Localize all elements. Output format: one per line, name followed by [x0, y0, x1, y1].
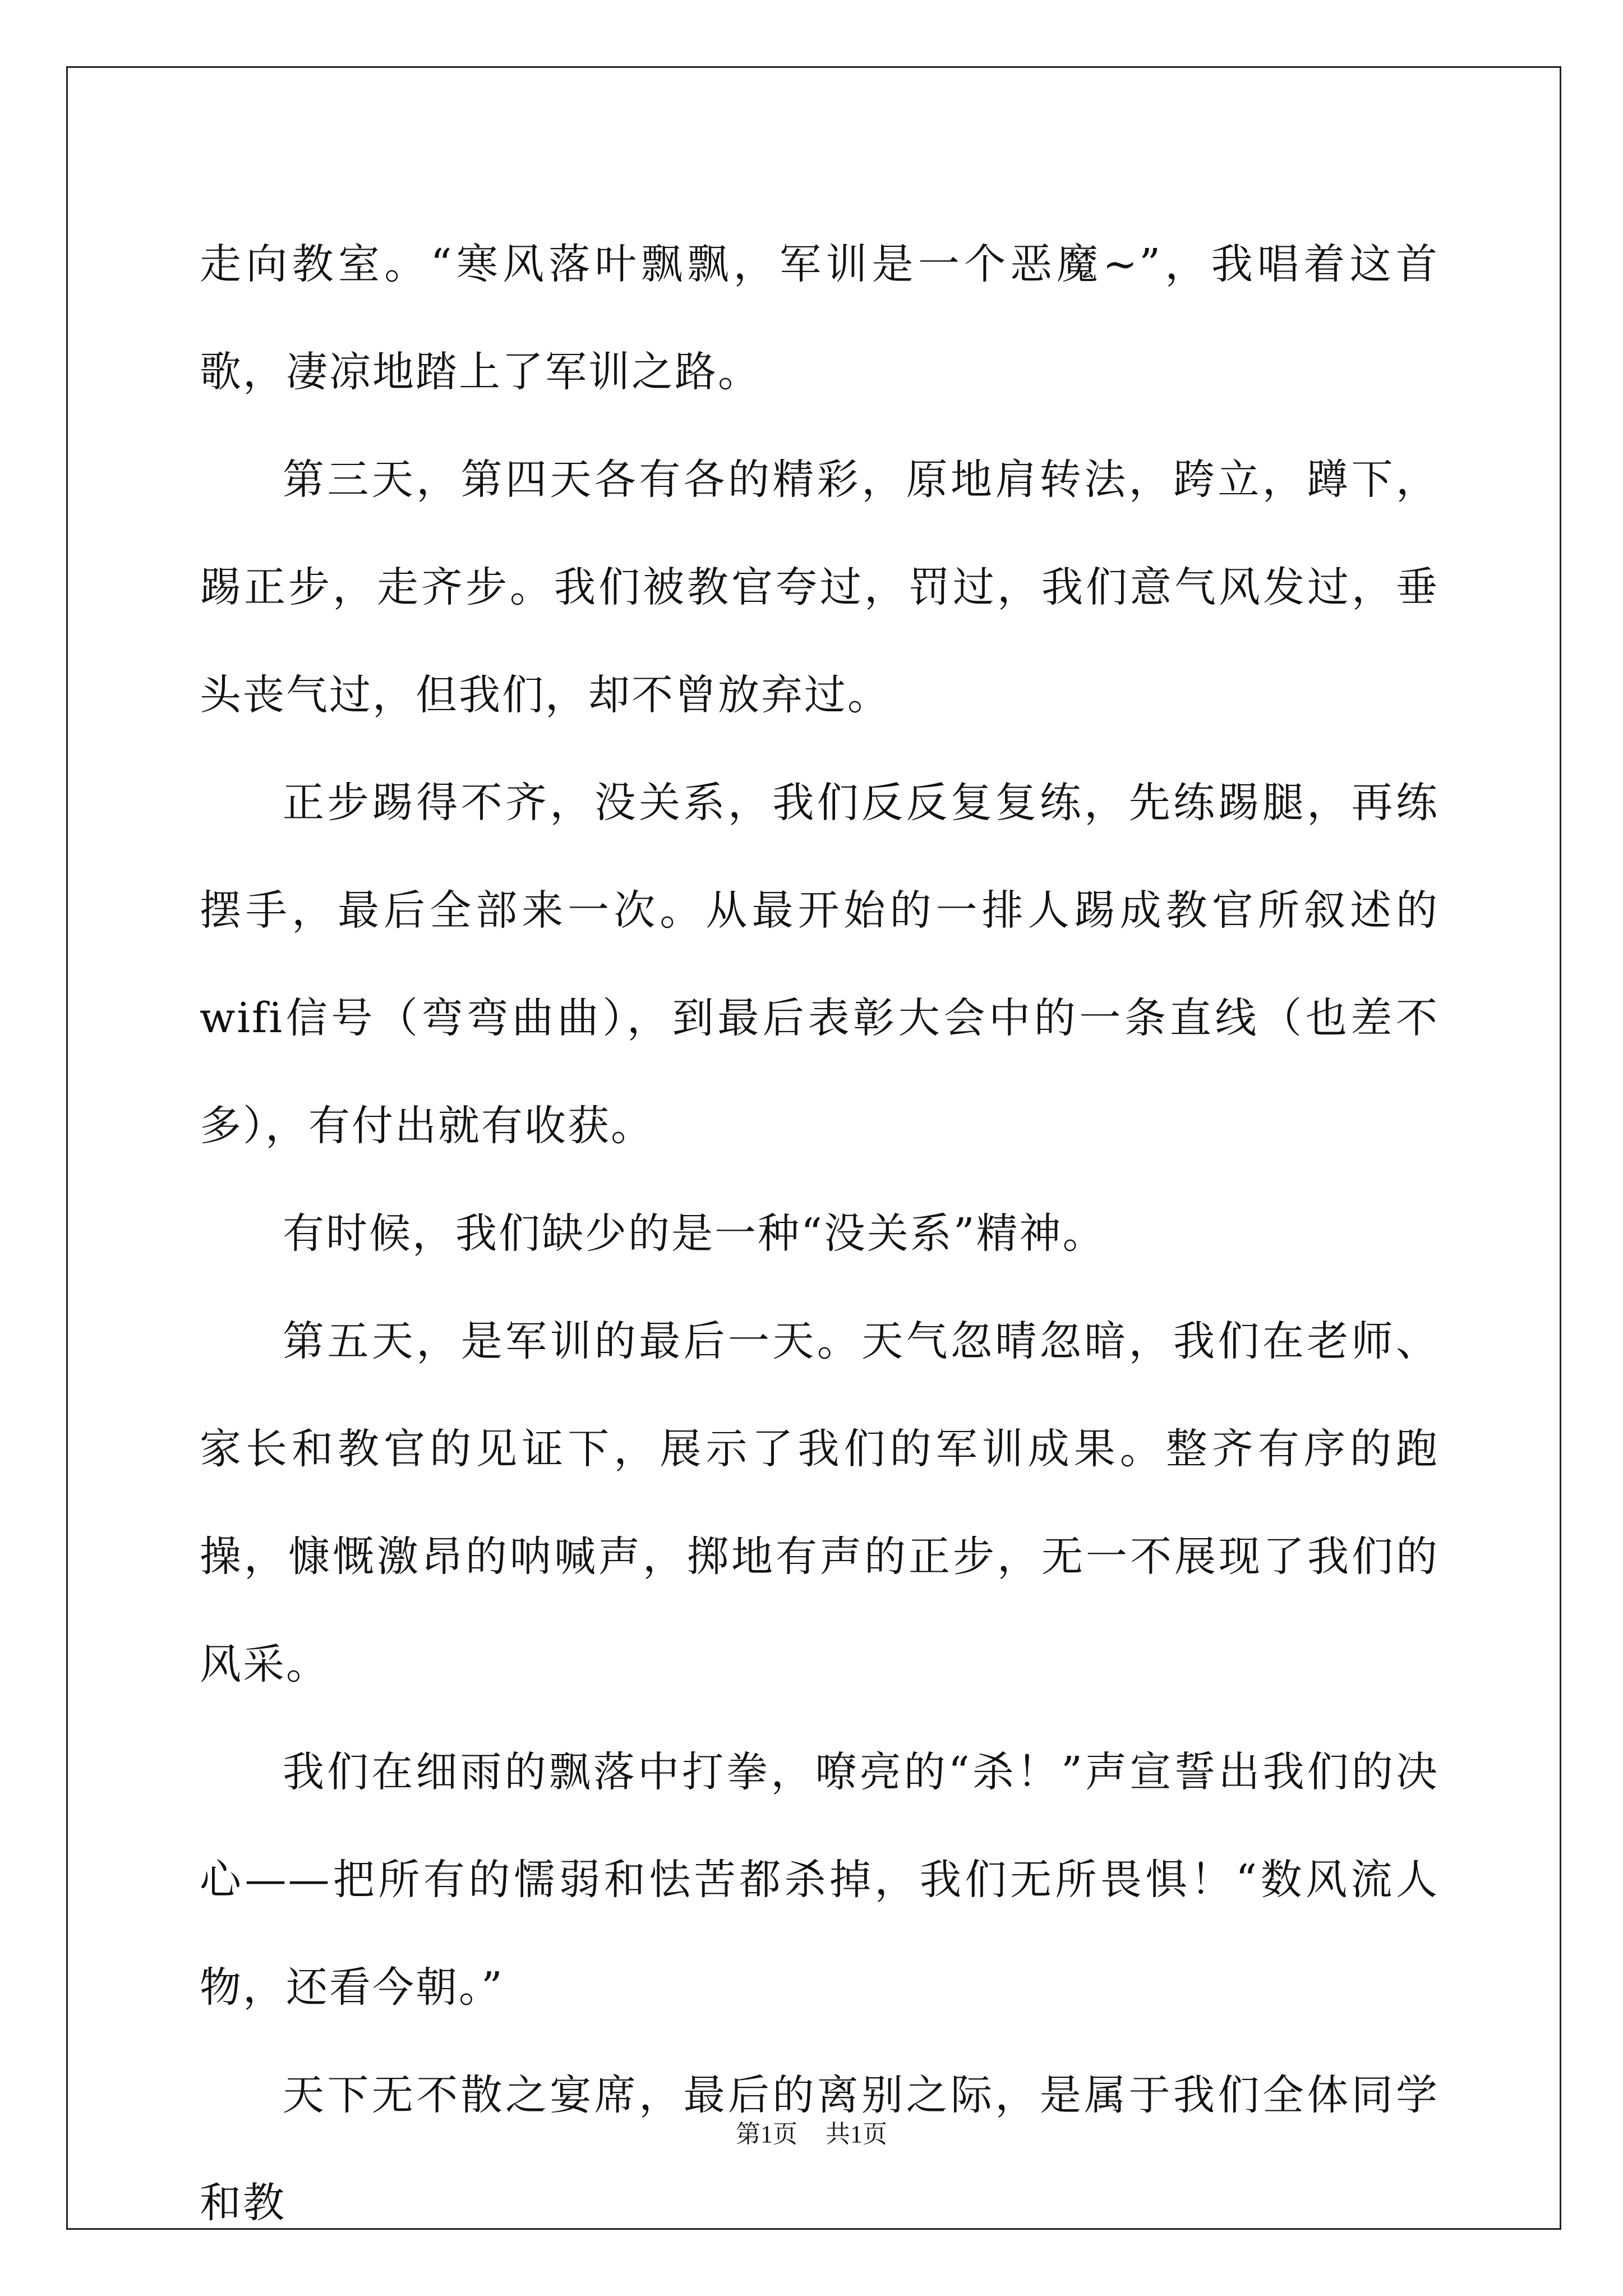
page-number: 第1页: [736, 2120, 797, 2148]
paragraph-1: 走向教室。“寒风落叶飘飘，军训是一个恶魔~”，我唱着这首歌，凄凉地踏上了军训之路。: [200, 240, 1439, 396]
paragraph-5: 第五天，是军训的最后一天。天气忽晴忽暗，我们在老师、家长和教官的见证下，展示了我们的军训成果。整齐有序的跑操，慷慨激昂的呐喊声，掷地有声的正步，无一不展现了我们的风采。: [200, 1317, 1439, 1688]
paragraph-4: 有时候，我们缺少的是一种“没关系”精神。: [283, 1209, 1106, 1258]
paragraph-2: 第三天，第四天各有各的精彩，原地肩转法，跨立，蹲下，踢正步，走齐步。我们被教官夸过，罚过，我们意气风发过，垂头丧气过，但我们，却不曾放弃过。: [200, 455, 1439, 719]
paragraph-3: 正步踢得不齐，没关系，我们反反复复练，先练踢腿，再练摆手，最后全部来一次。从最开始的一排人踢成教官所叙述的wifi信号（弯弯曲曲），到最后表彰大会中的一条直线（也差不多），有付出就有收获。: [200, 779, 1439, 1150]
paragraph-7: 天下无不散之宴席，最后的离别之际，是属于我们全体同学和教: [200, 2071, 1439, 2227]
page-footer: [0, 2118, 1623, 2151]
page-total: 共1页: [826, 2120, 887, 2148]
document-body: [200, 210, 1439, 2257]
paragraph-6: 我们在细雨的飘落中打拳，嘹亮的“杀！”声宣誓出我们的决心——把所有的懦弱和怯苦都杀掉，我们无所畏惧！“数风流人物，还看今朝。”: [200, 1748, 1439, 2012]
